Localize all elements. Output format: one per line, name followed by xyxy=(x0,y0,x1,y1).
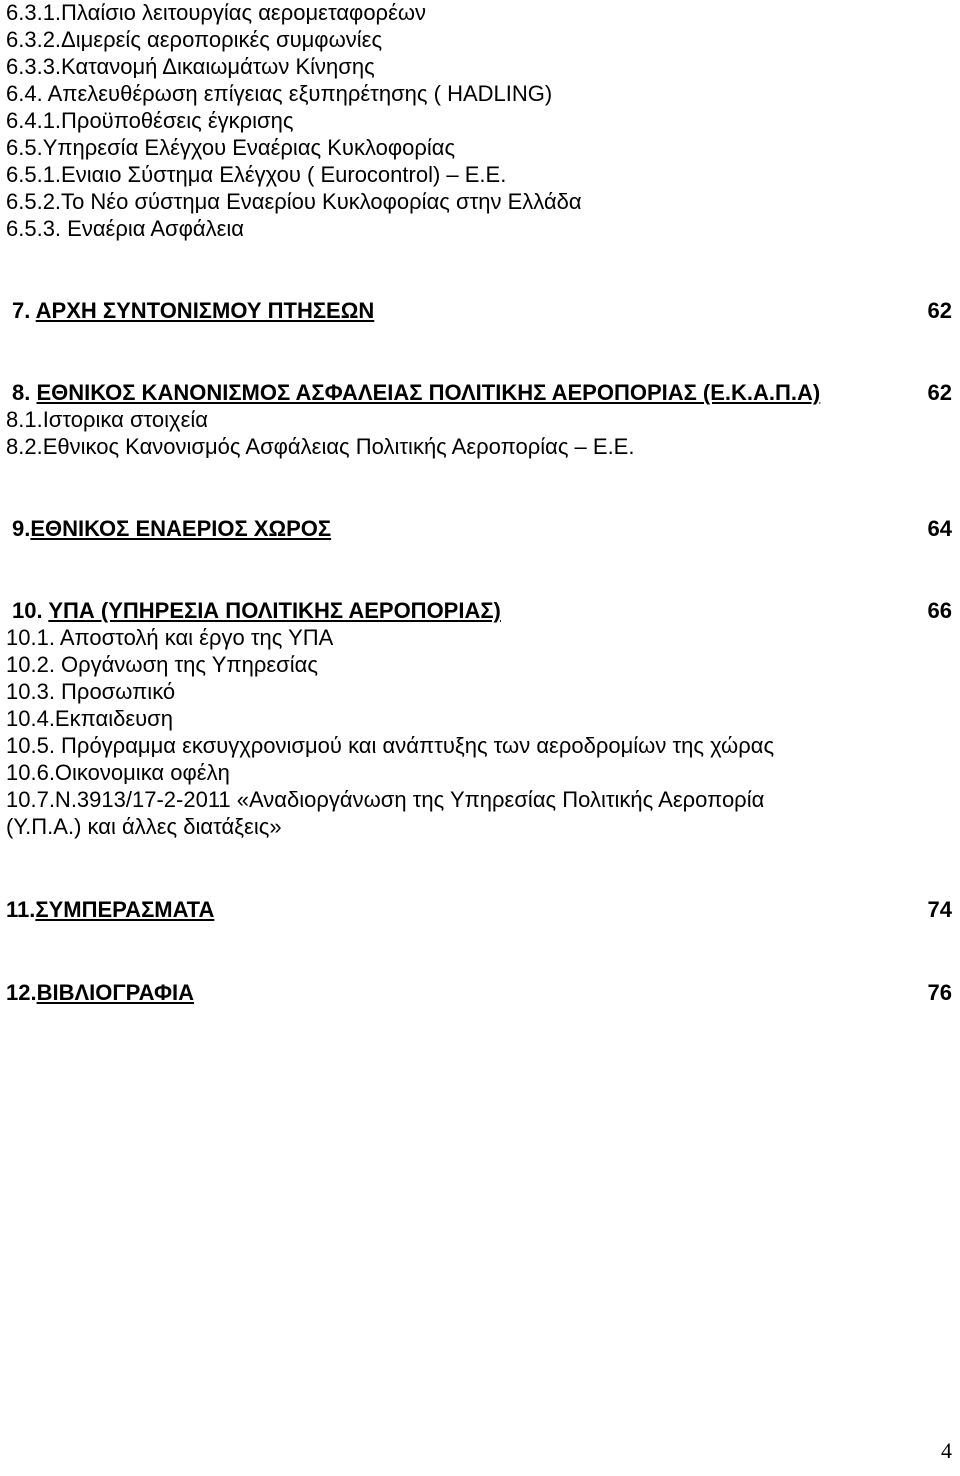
toc-line: 6.5.2.Το Νέο σύστημα Εναερίου Κυκλοφορίας στην Ελλάδα xyxy=(6,189,582,214)
section-title: ΕΘΝΙΚΟΣ ΚΑΝΟΝΙΣΜΟΣ ΑΣΦΑΛΕΙΑΣ ΠΟΛΙΤΙΚΗΣ ΑΕΡΟΠΟΡΙΑΣ (Ε.Κ.Α.Π.Α) xyxy=(36,380,821,405)
toc-section-8[interactable] xyxy=(12,380,954,406)
page-ref: 76 xyxy=(927,980,952,1005)
section-number: 7. xyxy=(12,298,36,323)
toc-line: 6.5.1.Ενιαιο Σύστημα Ελέγχου ( Eurocontrol) – Ε.Ε. xyxy=(6,162,507,187)
toc-line: 6.3.2.Διμερείς αεροπορικές συμφωνίες xyxy=(6,27,383,52)
section-title: ΕΘΝΙΚΟΣ ΕΝΑΕΡΙΟΣ ΧΩΡΟΣ xyxy=(30,516,332,541)
toc-section-11[interactable] xyxy=(6,897,954,923)
section-title: ΑΡΧΗ ΣΥΝΤΟΝΙΣΜΟΥ ΠΤΗΣΕΩΝ xyxy=(35,298,375,323)
toc-line: 10.2. Οργάνωση της Υπηρεσίας xyxy=(6,652,318,677)
toc-line: 6.5.3. Εναέρια Ασφάλεια xyxy=(6,216,245,241)
page-number: 4 xyxy=(941,1438,952,1463)
toc-section-10[interactable] xyxy=(12,598,954,624)
toc-line: 10.3. Προσωπικό xyxy=(6,679,176,704)
toc-line: 6.5.Υπηρεσία Ελέγχου Εναέριας Κυκλοφορίας xyxy=(6,135,456,160)
toc-line: (Υ.Π.Α.) και άλλες διατάξεις» xyxy=(6,814,282,839)
section-title: ΥΠΑ (ΥΠΗΡΕΣΙΑ ΠΟΛΙΤΙΚΗΣ ΑΕΡΟΠΟΡΙΑΣ) xyxy=(48,598,501,623)
page-ref: 66 xyxy=(927,598,952,623)
toc-line: 10.6.Οικονομικα οφέλη xyxy=(6,760,230,785)
section-number: 10. xyxy=(12,598,49,623)
toc-line: 6.3.1.Πλαίσιο λειτουργίας αερομεταφορέων xyxy=(6,0,427,25)
section-number: 11. xyxy=(6,897,36,922)
page-ref: 64 xyxy=(927,516,952,541)
section-title: ΒΙΒΛΙΟΓΡΑΦΙΑ xyxy=(36,980,194,1005)
toc-line: 10.1. Αποστολή και έργο της ΥΠΑ xyxy=(6,625,334,650)
toc-line: 8.1.Ιστορικα στοιχεία xyxy=(6,407,209,432)
toc-line: 10.4.Εκπαιδευση xyxy=(6,706,173,731)
toc-section-12[interactable] xyxy=(6,980,954,1006)
section-number: 9. xyxy=(12,516,31,541)
toc-line: 10.5. Πρόγραμμα εκσυγχρονισμού και ανάπτυξης των αεροδρομίων της χώρας xyxy=(6,733,775,758)
toc-line: 6.3.3.Κατανομή Δικαιωμάτων Κίνησης xyxy=(6,54,375,79)
page-ref: 62 xyxy=(927,298,952,323)
section-number: 8. xyxy=(12,380,37,405)
page-ref: 62 xyxy=(927,380,952,405)
toc-line: 10.7.Ν.3913/17-2-2011 «Αναδιοργάνωση της Υπηρεσίας Πολιτικής Αεροπορία xyxy=(6,787,765,812)
toc-line: 8.2.Εθνικος Κανονισμός Ασφάλειας Πολιτικής Αεροπορίας – Ε.Ε. xyxy=(6,434,635,459)
toc-section-9[interactable] xyxy=(12,516,954,542)
page-ref: 74 xyxy=(927,897,952,922)
toc-line: 6.4. Απελευθέρωση επίγειας εξυπηρέτησης ( HADLING) xyxy=(6,81,553,106)
toc-line: 6.4.1.Προϋποθέσεις έγκρισης xyxy=(6,108,294,133)
section-number: 12. xyxy=(6,980,37,1005)
section-title: ΣΥΜΠΕΡΑΣΜΑΤΑ xyxy=(35,897,215,922)
toc-section-7[interactable] xyxy=(12,298,954,324)
